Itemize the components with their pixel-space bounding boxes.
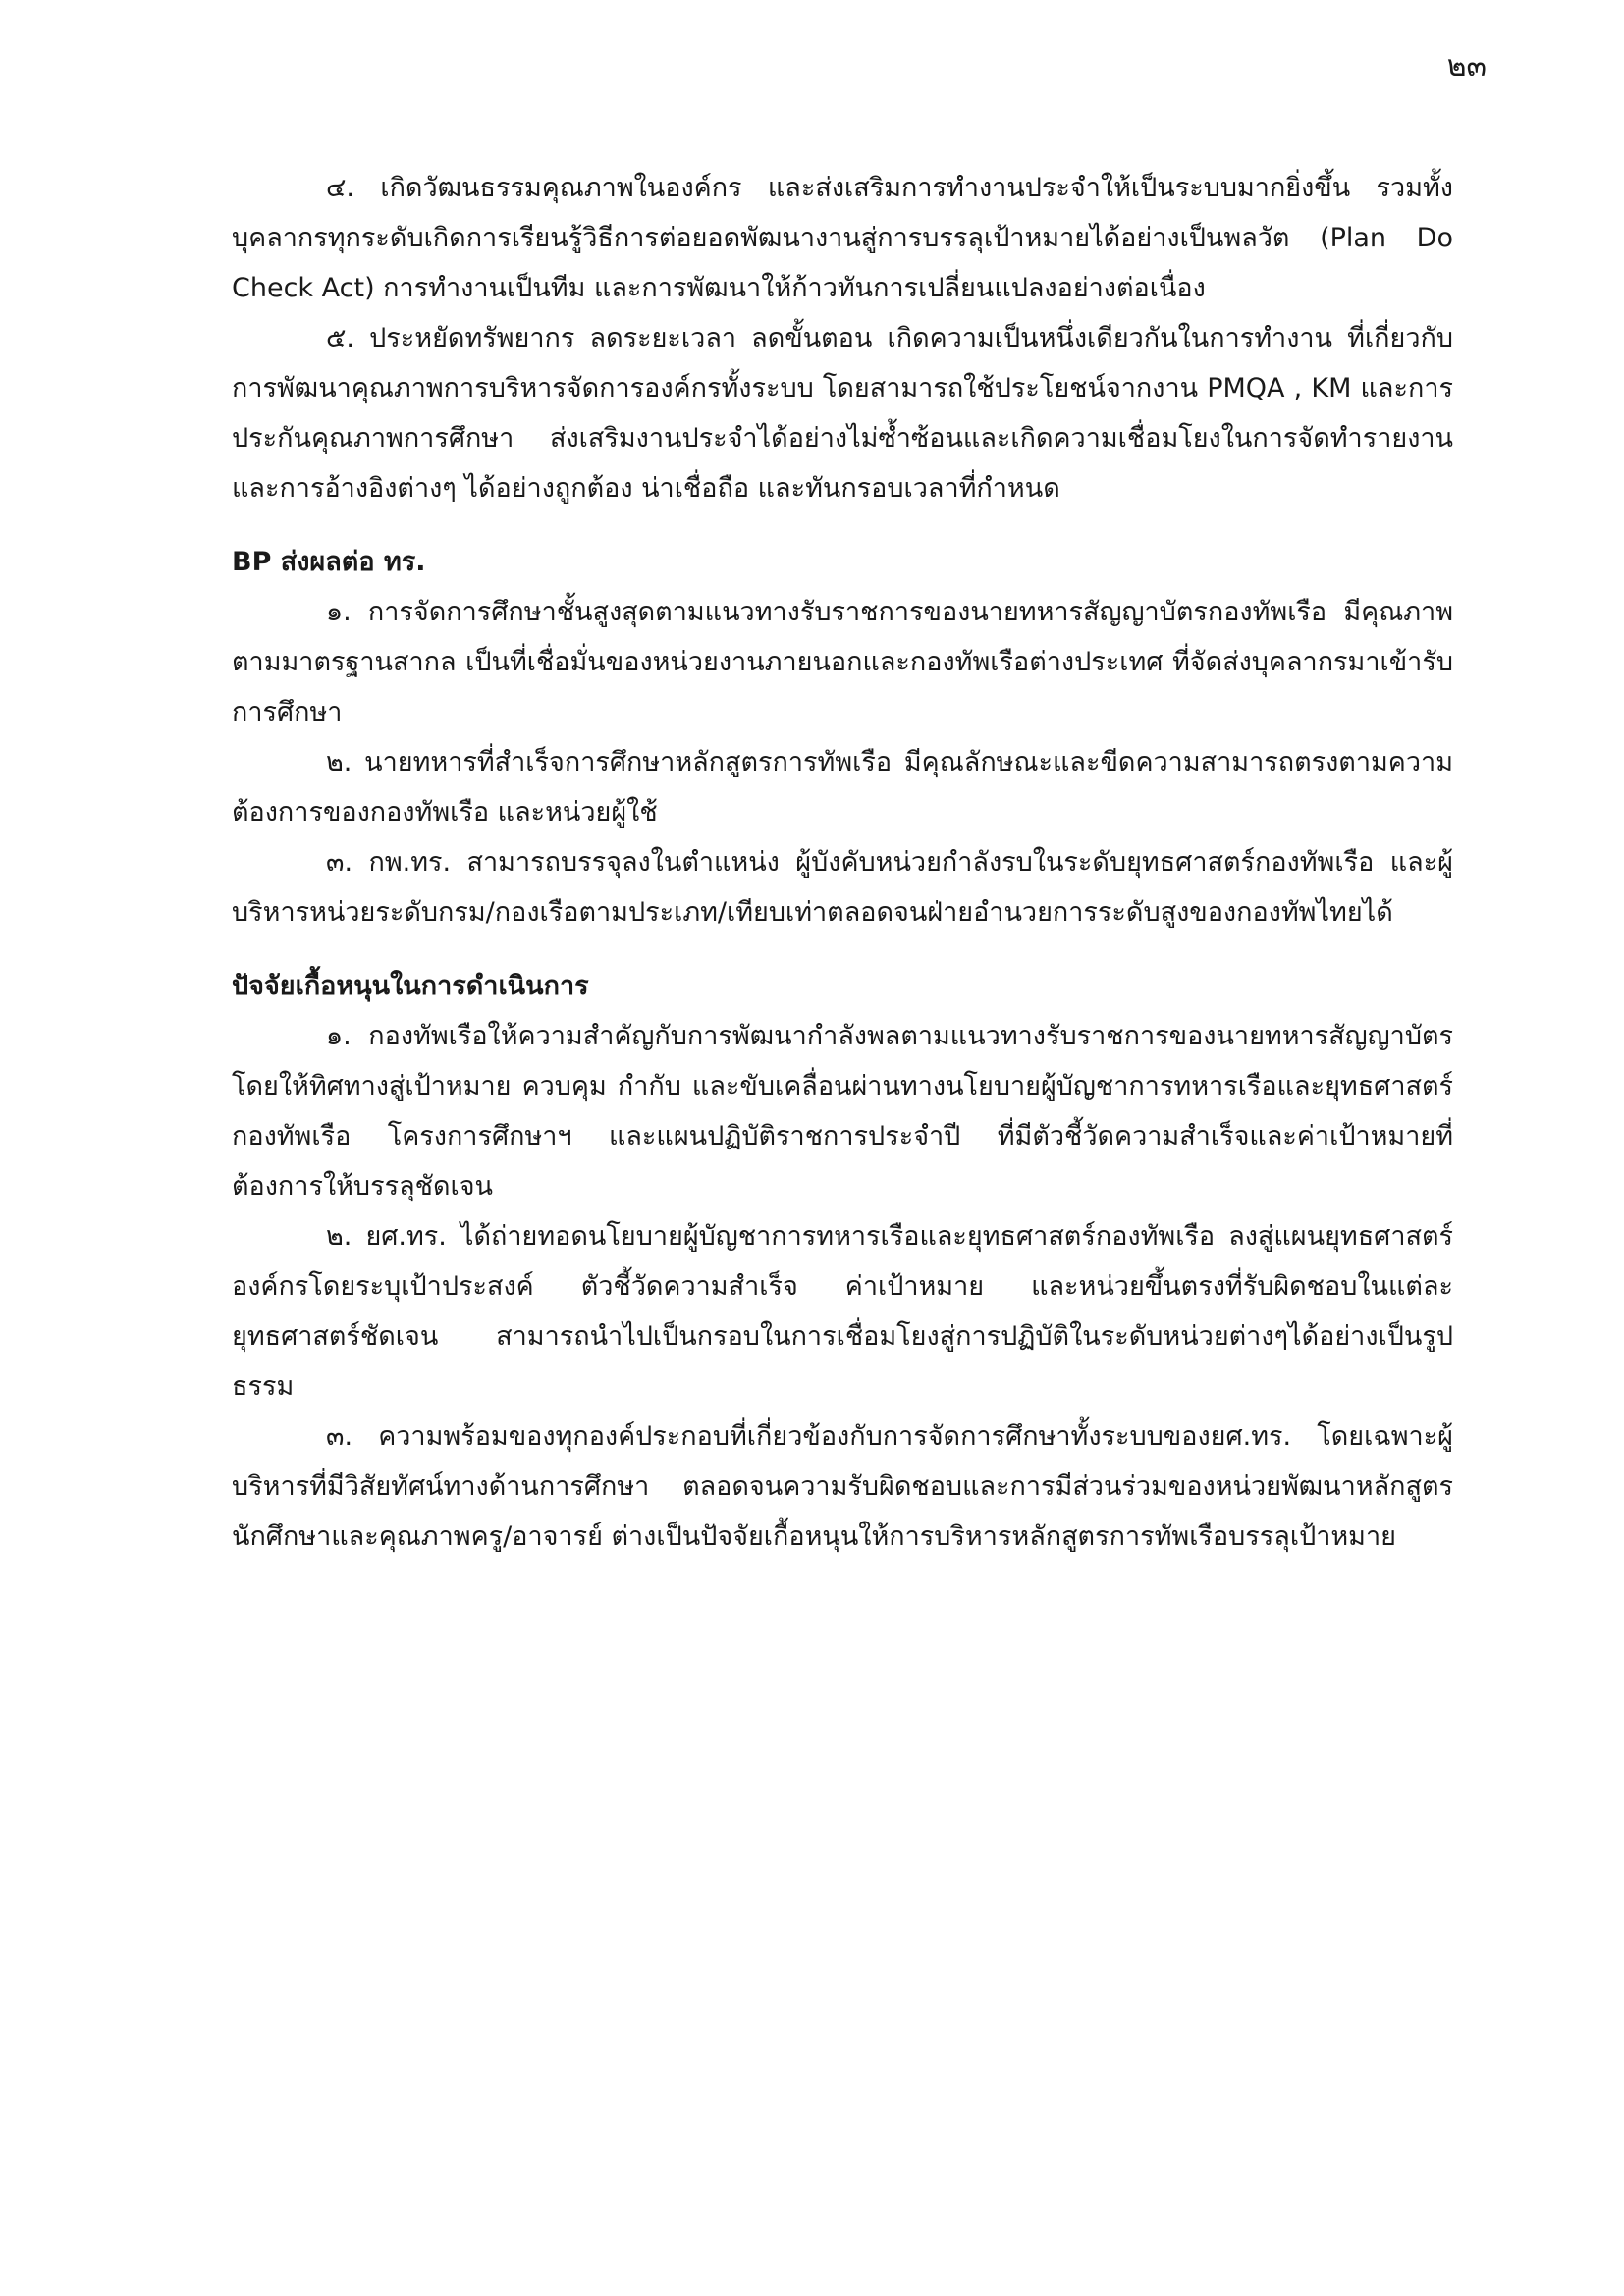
paragraph-item-4: ๔. เกิดวัฒนธรรมคุณภาพในองค์กร และส่งเสริมการทำงานประจำให้เป็นระบบมากยิ่งขึ้น รวมทั้งบุคลากรทุกระดับเกิดการเรียนรู้วิธีการต่อยอดพัฒนางานสู่การบรรลุเป้าหมายได้อย่างเป็นพลวัต (Plan Do Check Act) การทำงานเป็นทีม และการพัฒนาให้ก้าวทันการเปลี่ยนแปลงอย่างต่อเนื่อง: [232, 173, 1453, 303]
bp-item-3: ๓. กพ.ทร. สามารถบรรจุลงในตำแหน่ง ผู้บังคับหน่วยกำลังรบในระดับยุทธศาสตร์กองทัพเรือ และผู้บริหารหน่วยระดับกรม/กองเรือตามประเภท/เทียบเท่าตลอดจนฝ่ายอำนวยการระดับสูงของกองทัพไทยได้: [232, 847, 1453, 928]
paragraph-item-5: ๕. ประหยัดทรัพยากร ลดระยะเวลา ลดขั้นตอน เกิดความเป็นหนึ่งเดียวกันในการทำงาน ที่เกี่ยวกับการพัฒนาคุณภาพการบริหารจัดการองค์กรทั้งระบบ โดยสามารถใช้ประโยชน์จากงาน PMQA , KM และการประกันคุณภาพการศึกษา ส่งเสริมงานประจำได้อย่างไม่ซ้ำซ้อนและเกิดความเชื่อมโยงในการจัดทำรายงานและการอ้างอิงต่างๆ ได้อย่างถูกต้อง น่าเชื่อถือ และทันกรอบเวลาที่กำหนด: [232, 323, 1453, 504]
bp-item-1: ๑. การจัดการศึกษาชั้นสูงสุดตามแนวทางรับราชการของนายทหารสัญญาบัตรกองทัพเรือ มีคุณภาพตามมาตรฐานสากล เป็นที่เชื่อมั่นของหน่วยงานภายนอกและกองทัพเรือต่างประเทศ ที่จัดส่งบุคลากรมาเข้ารับการศึกษา: [232, 597, 1453, 727]
section-heading-factors: ปัจจัยเกื้อหนุนในการดำเนินการ: [232, 971, 589, 1001]
factor-item-3: ๓. ความพร้อมของทุกองค์ประกอบที่เกี่ยวข้องกับการจัดการศึกษาทั้งระบบของยศ.ทร. โดยเฉพาะผู้บริหารที่มีวิสัยทัศน์ทางด้านการศึกษา ตลอดจนความรับผิดชอบและการมีส่วนร่วมของหน่วยพัฒนาหลักสูตรนักศึกษาและคุณภาพครู/อาจารย์ ต่างเป็นปัจจัยเกื้อหนุนให้การบริหารหลักสูตรการทัพเรือบรรลุเป้าหมาย: [232, 1421, 1453, 1552]
page-number: ๒๓: [1446, 49, 1487, 83]
factor-item-2: ๒. ยศ.ทร. ได้ถ่ายทอดนโยบายผู้บัญชาการทหารเรือและยุทธศาสตร์กองทัพเรือ ลงสู่แผนยุทธศาสตร์องค์กรโดยระบุเป้าประสงค์ ตัวชี้วัดความสำเร็จ ค่าเป้าหมาย และหน่วยขึ้นตรงที่รับผิดชอบในแต่ละยุทธศาสตร์ชัดเจน สามารถนำไปเป็นกรอบในการเชื่อมโยงสู่การปฏิบัติในระดับหน่วยต่างๆได้อย่างเป็นรูปธรรม: [232, 1221, 1453, 1402]
section-heading-bp: BP ส่งผลต่อ ทร.: [232, 547, 426, 577]
factor-item-1: ๑. กองทัพเรือให้ความสำคัญกับการพัฒนากำลังพลตามแนวทางรับราชการของนายทหารสัญญาบัตร โดยให้ทิศทางสู่เป้าหมาย ควบคุม กำกับ และขับเคลื่อนผ่านทางนโยบายผู้บัญชาการทหารเรือและยุทธศาสตร์กองทัพเรือ โครงการศึกษาฯ และแผนปฏิบัติราชการประจำปี ที่มีตัวชี้วัดความสำเร็จและค่าเป้าหมายที่ต้องการให้บรรลุชัดเจน: [232, 1021, 1453, 1201]
bp-item-2: ๒. นายทหารที่สำเร็จการศึกษาหลักสูตรการทัพเรือ มีคุณลักษณะและขีดความสามารถตรงตามความต้องการของกองทัพเรือ และหน่วยผู้ใช้: [232, 747, 1453, 828]
document-body: [232, 163, 1453, 1562]
